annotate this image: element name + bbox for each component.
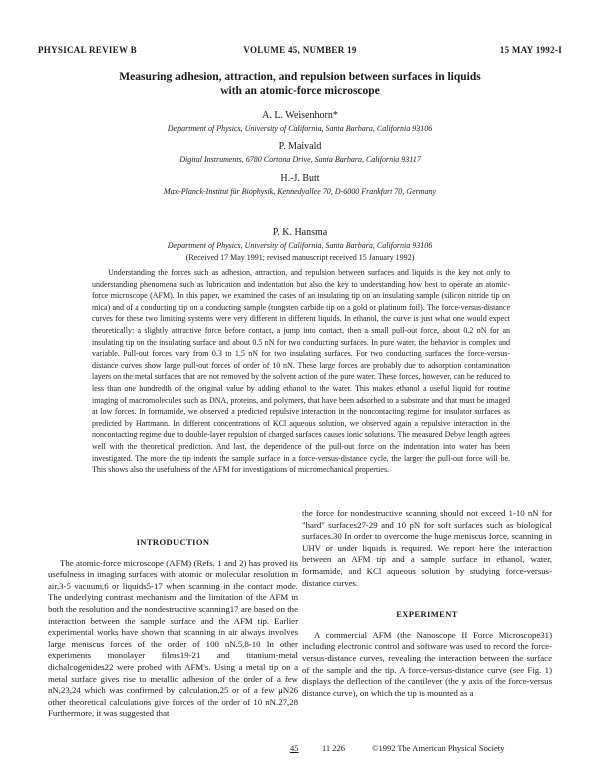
introduction-continued: the force for nondestructive scanning should not exceed 1-10 nN for "hard" surfaces27-29 and 10 pN for soft surfaces such as biological surfaces.30 In order to overcome the huge meniscus force, scanning in UHV or under liquids is required. We report here the interaction between an AFM tip and a sample surface in ethanol, water, formamide, and KCl aqueous solution by studying force-versus-distance curves.: [302, 508, 552, 588]
author-1: A. L. Weisenhorn*: [262, 110, 338, 121]
title-line-1: Measuring adhesion, attraction, and repulsion between surfaces in liquids: [119, 71, 481, 83]
experiment-heading: EXPERIMENT: [396, 609, 458, 620]
received-dates: (Received 17 May 1991; revised manuscript received 15 January 1992): [185, 253, 415, 262]
running-header: [38, 45, 562, 55]
author-4: P. K. Hansma: [272, 227, 328, 238]
affiliation-1: Department of Physics, University of California, Santa Barbara, California 93106: [167, 124, 433, 133]
journal-name: PHYSICAL REVIEW B: [38, 45, 137, 55]
author-2: P. Maivald: [278, 141, 322, 152]
right-column: [302, 508, 552, 699]
introduction-heading: INTRODUCTION: [136, 537, 210, 547]
experiment-paragraph: A commercial AFM (the Nanoscope II Force Microscope31) including electronic control and software was used to record the force-versus-distance curves, revealing the interaction between the surface of the sample and the tip. A force-versus-distance curve (see Fig. 1) displays the deflection of the cantilever (the y axis of the force-versus distance curve), on which the tip is mounted as a: [302, 629, 552, 698]
footer-page-number: 11 226: [322, 743, 346, 753]
paper-title: [100, 70, 500, 98]
introduction-paragraph: The atomic-force microscope (AFM) (Refs. 1 and 2) has proved its usefulness in imaging surfaces with atomic or molecular resolution in air,3-5 vacuum,6 or liquids5-17 when scanning in the contact mode. The underlying contrast mechanism and the limitation of the AFM in both the resolution and the nondestructive scanning17 are based on the interaction between the sample surface and the AFM tip. Earlier experimental works have shown that scanning in air always involves large meniscus forces of the order of 100 nN.5,8-10 In other experiments monolayer films19-21 and titanium-metal dichalcogenides22 were probed with AFM's. Using a metal tip on a metal surface gives rise to metallic adhesion of the order of a few nN,23,24 which was confirmed by calculation,25 or of a few μN26 other theoretical calculations give forces of the order of 10 nN.27,28 Furthermore, it was suggested that: [48, 557, 298, 719]
volume-number: VOLUME 45, NUMBER 19: [243, 45, 357, 55]
title-line-2: with an atomic-force microscope: [220, 85, 380, 97]
affiliation-4: Department of Physics, University of California, Santa Barbara, California 93106: [167, 241, 433, 250]
abstract: Understanding the forces such as adhesion, attraction, and repulsion between surfaces and liquids is the key not only to understanding phenomena such as lubrication and indentation but also the key to understanding how best to operate an atomic-force microscope (AFM). In this paper, we examined the cases of an insulating tip on an insulating sample (silicon nitride tip on mica) and of a conducting tip on a conducting sample (tungsten carbide tip on a gold or platinum foil). The force-versus-distance curves for these two limiting systems were very different in different liquids. In ethanol, the curve is just what one would expect theoretically: a slightly attractive force before contact, a jump into contact, then a small pull-out force, about 0.2 nN for an insulating tip on the insulating surface and about 0.5 nN for two conducting surfaces. In pure water, the behavior is complex and variable. Pull-out forces vary from 0.3 to 1.5 nN for two insulating surfaces. For two conducting surfaces the force-versus-distance curves show large pull-out forces of order of 10 nN. These large forces are probably due to adsorption contamination layers on the metal surfaces that are not removed by the solvent action of the pure water. These forces, however, can be reduced to less than one hundredth of the original value by adding ethanol to the water. This makes ethanol a useful liquid for routine imaging of macromolecules such as DNA, proteins, and polymers, that have been adsorbed to a substrate and that must be imaged at low forces. In formamide, we observed a predicted repulsive interaction in the noncontacting regime for insulator surfaces as predicted by Hartmann. In different concentrations of KCl aqueous solution, we observed again a repulsive interaction in the noncontacting regime due to double-layer repulsion of charged surfaces causes ionic solutions. The measured Debye length agrees well with the theoretical prediction. And last, the dependence of the pull-out force on the indentation into water has been investigated. The more the tip indents the sample surface in a force-versus-distance cycle, the larger the pull-out force will be. This shows also the usefulness of the AFM for investigations of micromechanical properties.: [92, 268, 510, 475]
affiliation-3: Max-Planck-Institut für Biophysik, Kennedyallee 70, D-6000 Frankfurt 70, Germany: [163, 187, 437, 196]
footer-copyright: ©1992 The American Physical Society: [372, 743, 505, 753]
left-column: [48, 537, 298, 720]
footer-volume: 45: [290, 743, 299, 753]
issue-date: 15 MAY 1992-I: [499, 45, 562, 55]
affiliation-2: Digital Instruments, 6780 Cortona Drive, Santa Barbara, California 93117: [179, 155, 421, 164]
author-3: H.-J. Butt: [280, 173, 320, 184]
